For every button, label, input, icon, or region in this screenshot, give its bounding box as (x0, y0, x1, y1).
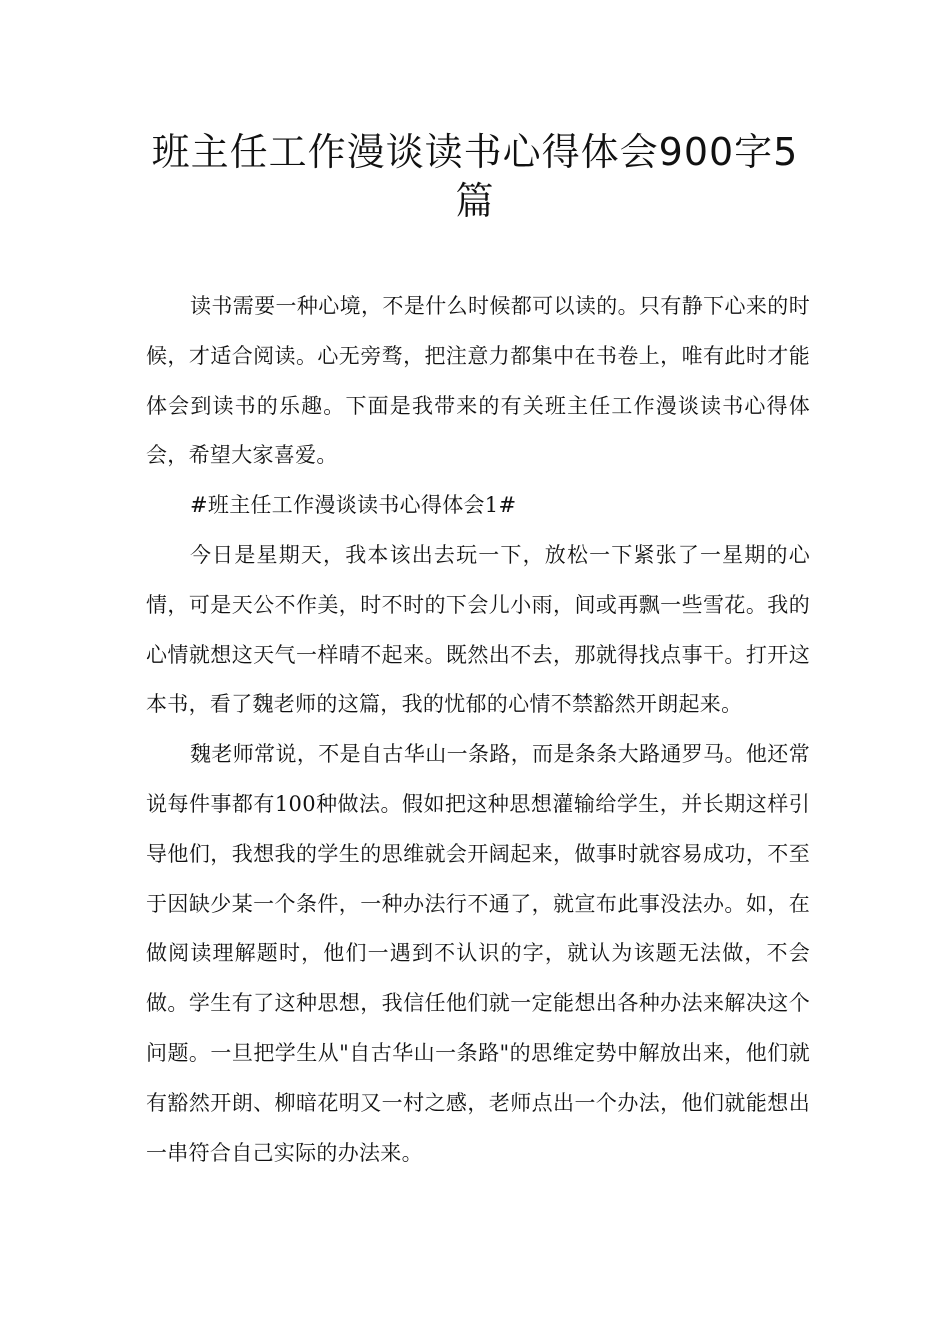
section-heading: #班主任工作漫谈读书心得体会1# (190, 493, 517, 518)
document-title: 班主任工作漫谈读书心得体会900字5篇 (151, 130, 799, 223)
body-paragraph: 魏老师常说，不是自古华山一条路，而是条条大路通罗马。他还常说每件事都有100种做法。假如把这种思想灌输给学生，并长期这样引导他们，我想我的学生的思维就会开阔起来，做事时就容易成功，不至于因缺少某一个条件，一种办法行不通了，就宣布此事没法办。如，在做阅读理解题时，他们一遇到不认识的字，就认为该题无法做，不会做。学生有了这种思想，我信任他们就一定能想出各种办法来解决这个问题。一旦把学生从"自古华山一条路"的思维定势中解放出来，他们就有豁然开朗、柳暗花明又一村之感，老师点出一个办法，他们就能想出一串符合自己实际的办法来。 (146, 742, 810, 1165)
body-paragraph: 今日是星期天，我本该出去玩一下，放松一下紧张了一星期的心情，可是天公不作美，时不时的下会儿小雨，间或再飘一些雪花。我的心情就想这天气一样晴不起来。既然出不去，那就得找点事干。打开这本书，看了魏老师的这篇，我的忧郁的心情不禁豁然开朗起来。 (146, 542, 810, 717)
document-body (146, 282, 810, 1178)
intro-paragraph: 读书需要一种心境，不是什么时候都可以读的。只有静下心来的时候，才适合阅读。心无旁骛，把注意力都集中在书卷上，唯有此时才能体会到读书的乐趣。下面是我带来的有关班主任工作漫谈读书心得体会，希望大家喜爱。 (146, 294, 810, 468)
